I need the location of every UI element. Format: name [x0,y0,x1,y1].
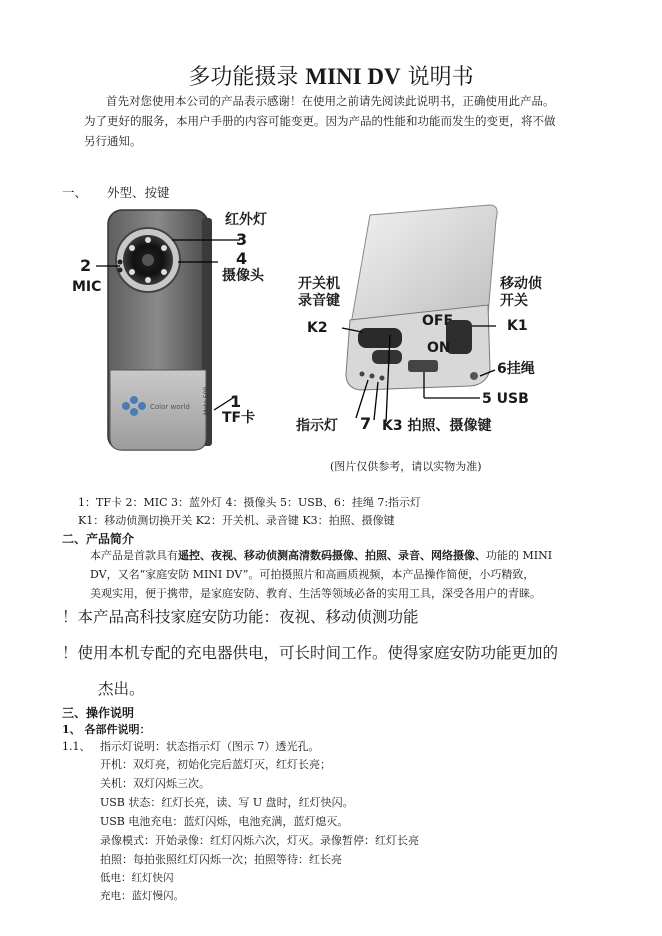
brand-text: Color world [150,403,190,411]
item-number: 1.1、 [62,740,91,753]
label-2: 2 [80,256,92,275]
label-motion-2: 开关 [500,293,528,309]
intro-line-2: 为了更好的服务，本用户手册的内容可能变更。因为产品的性能和功能而发生的变更，将不做 [84,114,556,128]
section3-title: 三、操作说明 [62,706,135,720]
status-line: 关机：双灯闪烁三次。 [100,777,210,790]
section2-line-2: DV，又名“家庭安防 MINI DV”。可拍摄照片和高画质视频，本产品操作简便，小巧精致， [90,568,535,581]
status-line: 充电：蓝灯慢闪。 [100,890,184,902]
label-power-1: 开关机 [298,276,340,292]
device-front-figure [60,200,290,460]
label-indicator: 指示灯 [296,418,338,434]
intro-line-3: 另行通知。 [84,134,142,148]
legend-line-1: 1：TF卡 2：MIC 3：蓝外灯 4：摄像头 5：USB、6：挂绳 7:指示灯 [78,496,422,509]
status-line: 录像模式：开始录像：红灯闪烁六次，灯灭。录像暂停：红灯长亮 [100,834,419,847]
label-k2: K2 [307,320,328,336]
label-4: 4 [236,249,248,268]
label-1: 1 [230,392,242,411]
label-tf: TF卡 [222,410,256,426]
section2-title: 二、产品简介 [62,532,135,546]
label-camera: 摄像头 [222,268,264,284]
label-k3: K3 拍照、摄像键 [382,418,492,434]
k2-button [358,328,402,348]
legend-line-2: K1：移动侦测切换开关 K2：开关机、录音键 K3：拍照、摄像键 [78,514,395,527]
highlight-2-line-1: ！使用本机专配的充电器供电，可长时间工作。使得家庭安防功能更加的 [62,644,559,662]
section1-title: 外型、按键 [107,185,170,200]
label-strap: 6挂绳 [497,361,535,377]
strap-hole [470,372,478,380]
usb-port [408,360,438,372]
label-off: OFF [422,313,454,329]
status-line: 拍照：每拍张照红灯闪烁一次；拍照等待：红长亮 [100,853,342,866]
label-mic: MIC [72,279,102,295]
section2-line-1: 本产品是首款具有遥控、夜视、移动侦测高清数码摄像、拍照、录音、网络摄像、功能的 MINI [90,549,553,562]
status-line: USB 状态：红灯长亮，读、写 U 盘时，红灯快闪。 [100,796,354,809]
intro-line-1: 首先对您使用本公司的产品表示感谢！在使用之前请先阅读此说明书，正确使用此产品。 [106,94,555,108]
status-line: 低电：红灯快闪 [100,872,174,884]
status-line: 开机：双灯亮，初始化完后蓝灯灭，红灯长亮； [100,758,331,771]
section1-number: 一、 [62,185,88,200]
label-usb: 5 USB [482,391,529,407]
side-model-text: Moto 500 [203,386,210,415]
label-7: 7 [360,414,372,433]
k3-button [372,350,402,364]
label-power-2: 录音键 [298,293,340,309]
status-line: USB 电池充电：蓝灯闪烁，电池充满，蓝灯熄灭。 [100,815,349,828]
figure-caption: (图片仅供参考，请以实物为准) [330,460,482,473]
highlight-2-line-2: 杰出。 [98,680,145,698]
page-title: 多功能摄录 MINI DV 说明书 [188,64,474,90]
highlight-1: ！本产品高科技家庭安防功能：夜视、移动侦测功能 [62,608,419,626]
item-text: 指示灯说明：状态指示灯（图示 7）透光孔。 [100,740,320,753]
section2-line-3: 美观实用，便于携带，是家庭安防、教育、生活等领域必备的实用工具，深受各用户的青睐。 [90,587,541,600]
label-on: ON [427,340,451,356]
label-3: 3 [236,230,248,249]
label-red-ir: 红外灯 [225,212,267,228]
label-k1: K1 [507,318,528,334]
section3-subtitle: 1、 各部件说明： [62,723,151,736]
label-motion-1: 移动侦 [500,276,542,292]
